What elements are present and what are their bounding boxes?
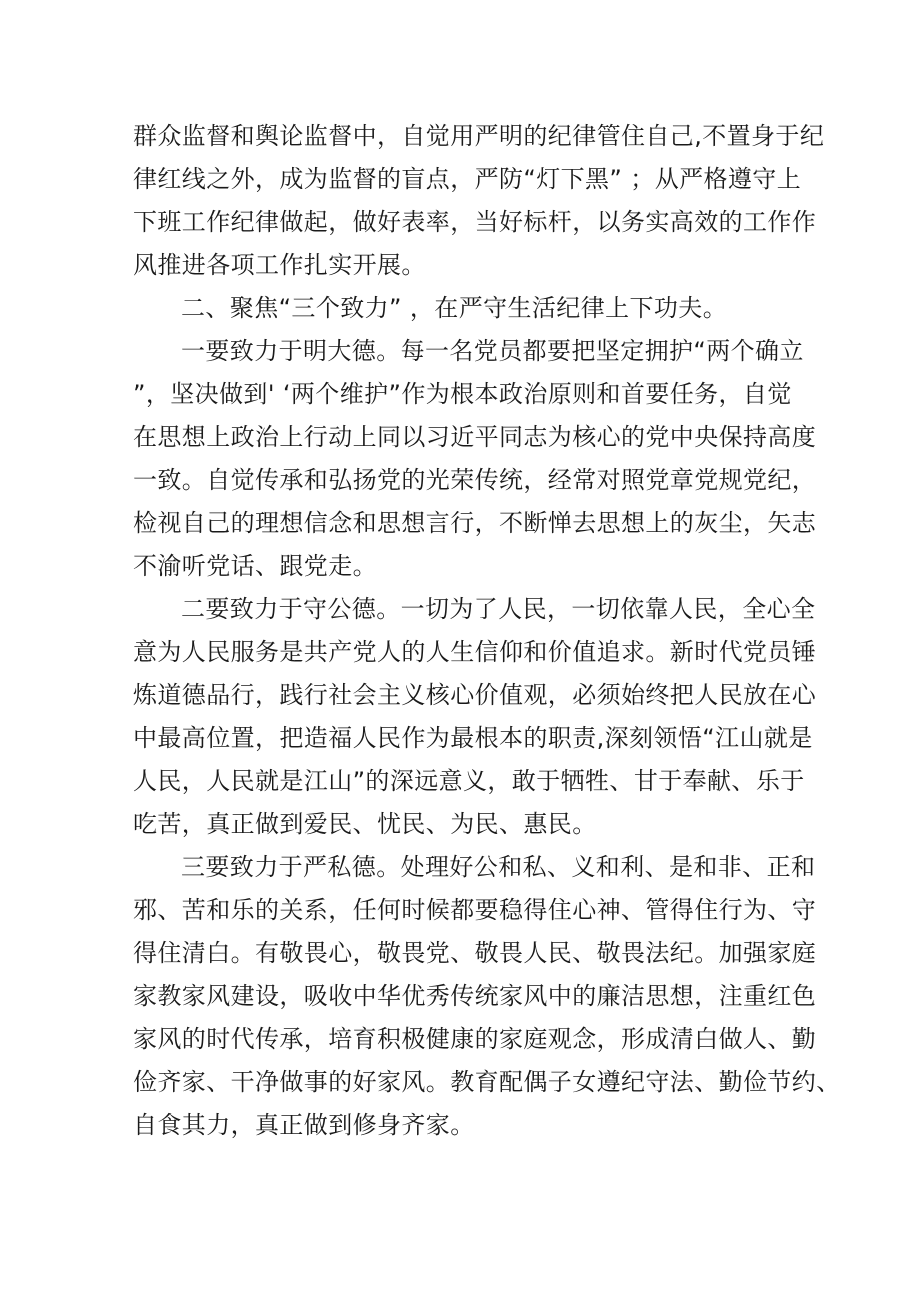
text-line: 自食其力，真正做到修身齐家。 bbox=[133, 1111, 475, 1139]
text-line: 风推进各项工作扎实开展。 bbox=[133, 251, 426, 279]
text-line: ”，坚决做到' ‘两个维护”作为根本政治原则和首要任务，自觉 bbox=[133, 380, 792, 408]
document-body bbox=[133, 115, 841, 1147]
paragraph-first-line: 三要致力于严私德。处理好公和私、义和利、是和非、正和 bbox=[181, 853, 816, 881]
paragraph-first-line: 二要致力于守公德。一切为了人民，一切依靠人民，全心全 bbox=[181, 595, 816, 623]
text-line: 炼道德品行，践行社会主义核心价值观，必须始终把人民放在心 bbox=[133, 681, 817, 709]
text-line: 群众监督和舆论监督中，自觉用严明的纪律管住自己,不置身于纪 bbox=[133, 122, 825, 150]
section-heading: 二、聚焦“三个致力” ，在严守生活纪律上下功夫。 bbox=[181, 294, 728, 322]
text-line: 家风的时代传承，培育积极健康的家庭观念，形成清白做人、勤 bbox=[133, 1025, 817, 1053]
text-line: 家教家风建设，吸收中华优秀传统家风中的廉洁思想，注重红色 bbox=[133, 982, 817, 1010]
text-line: 不渝听党话、跟党走。 bbox=[133, 552, 377, 580]
text-line: 得住清白。有敬畏心，敬畏党、敬畏人民、敬畏法纪。加强家庭 bbox=[133, 939, 817, 967]
text-line: 吃苦，真正做到爱民、忧民、为民、惠民。 bbox=[133, 810, 597, 838]
text-line: 人民，人民就是江山”的深远意义，敢于牺牲、甘于奉献、乐于 bbox=[133, 767, 805, 795]
text-line: 中最高位置，把造福人民作为最根本的职责,深刻领悟“江山就是 bbox=[133, 724, 813, 752]
text-line: 下班工作纪律做起，做好表率，当好标杆，以务实高效的工作作 bbox=[133, 208, 817, 236]
text-line: 律红线之外，成为监督的盲点，严防“灯下黑” ；从严格遵守上 bbox=[133, 165, 802, 193]
text-line: 意为人民服务是共产党人的人生信仰和价值追求。新时代党员锤 bbox=[133, 638, 817, 666]
text-line: 一致。自觉传承和弘扬党的光荣传统，经常对照党章党规党纪， bbox=[133, 466, 817, 494]
paragraph-first-line: 一要致力于明大德。每一名党员都要把坚定拥护“两个确立 bbox=[181, 337, 804, 365]
text-line: 俭齐家、干净做事的好家风。教育配偶子女遵纪守法、勤俭节约、 bbox=[133, 1068, 841, 1096]
text-line: 检视自己的理想信念和思想言行，不断惮去思想上的灰尘，矢志 bbox=[133, 509, 817, 537]
text-line: 邪、苦和乐的关系，任何时候都要稳得住心神、管得住行为、守 bbox=[133, 896, 817, 924]
text-line: 在思想上政治上行动上同以习近平同志为核心的党中央保持高度 bbox=[133, 423, 817, 451]
